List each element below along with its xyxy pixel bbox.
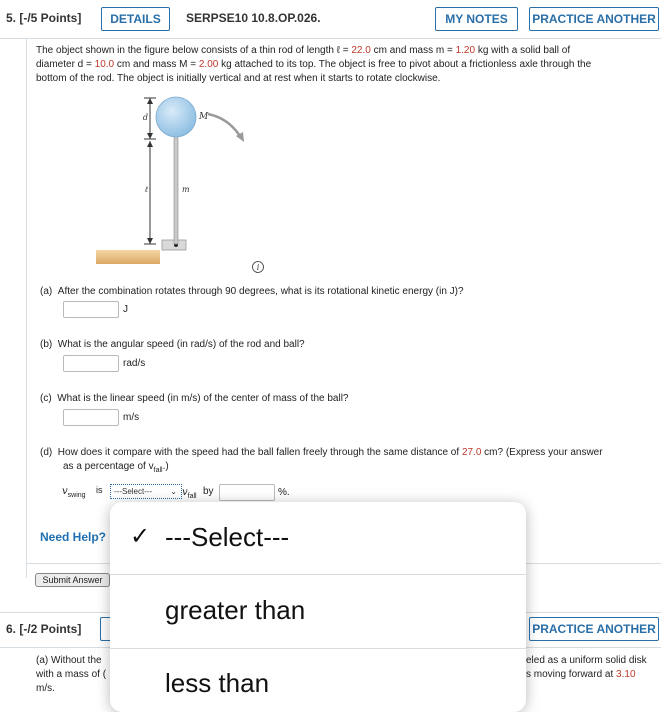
vfall-label: $v_{fall}$: [182, 487, 197, 500]
question-code: SERPSE10 10.8.OP.026.: [186, 11, 321, 25]
my-notes-button[interactable]: MY NOTES: [435, 7, 518, 31]
part-b-unit: rad/s: [123, 358, 146, 369]
select-chevron-icon: ⌄: [170, 487, 177, 496]
need-help-label: Need Help?: [40, 530, 107, 544]
rod-ball-figure: [90, 92, 280, 277]
part-a-question: (a) After the combination rotates through 90 degrees, what is its rotational kinetic energy (in J)?: [40, 286, 464, 297]
ball: [156, 97, 196, 137]
q6-left-text: (a) Without the with a mass of ( m/s.: [36, 655, 107, 694]
part-c-question: (c) What is the linear speed (in m/s) of the center of mass of the ball?: [40, 393, 349, 404]
label-m: m: [182, 185, 190, 194]
details-button[interactable]: DETAILS: [101, 7, 170, 31]
submit-answer-button[interactable]: Submit Answer: [35, 573, 110, 587]
rod: [174, 136, 178, 244]
part-a-answer-input[interactable]: [63, 301, 119, 318]
by-label: by: [203, 486, 214, 497]
part-c-unit: m/s: [123, 412, 140, 423]
q6-right-text: eled as a uniform solid disk s moving forward at 3.10: [526, 655, 647, 680]
statement-line-2: diameter d = 10.0 cm and mass M = 2.00 kg attached to its top. The object is free to pivot about a frictionless axle through the: [36, 59, 592, 70]
part-d-percent-input[interactable]: [219, 484, 275, 501]
label-d: d: [142, 113, 148, 122]
checkmark-icon: ✓: [130, 523, 151, 550]
is-label: is: [96, 485, 103, 495]
label-l: ℓ: [144, 185, 148, 194]
option-separator: [110, 574, 526, 575]
comparison-select-value: ---Select---: [114, 487, 153, 496]
part-a-unit: J: [123, 304, 128, 315]
select-options-popup: ✓ ---Select--- greater than less than: [110, 502, 526, 712]
problem-statement: [36, 44, 656, 86]
percent-unit: %.: [278, 487, 290, 498]
part-b-question: (b) What is the angular speed (in rad/s) of the rod and ball?: [40, 339, 305, 350]
question-5-header: [0, 0, 661, 39]
vswing-label: $v_{swing}$: [62, 486, 86, 499]
part-d-question: (d) How does it compare with the speed had the ball fallen freely through the same distance of 27.0 cm? (Express your answer as a percentage of $v_{fall}$.): [40, 447, 603, 474]
statement-line-1: The object shown in the figure below consists of a thin rod of length ℓ = 22.0 cm and mass m = 1.20 kg with a solid ball of: [36, 45, 571, 56]
base-block: [96, 250, 160, 264]
svg-text:i: i: [256, 263, 260, 272]
comparison-select[interactable]: [110, 484, 182, 499]
statement-line-3: bottom of the rod. The object is initially vertical and at rest when it starts to rotate clockwise.: [36, 73, 441, 84]
left-rule: [26, 38, 27, 578]
practice-another-button[interactable]: PRACTICE ANOTHER: [529, 7, 659, 31]
label-M: M: [199, 112, 209, 122]
part-c-answer-input[interactable]: [63, 409, 119, 426]
option-separator: [110, 648, 526, 649]
q6-practice-another-button[interactable]: PRACTICE ANOTHER: [529, 617, 659, 641]
rotation-arrow: [208, 114, 240, 136]
question-number: 5. [-/5 Points]: [6, 11, 82, 25]
part-b-answer-input[interactable]: [63, 355, 119, 372]
question-6-number: 6. [-/2 Points]: [6, 622, 82, 636]
